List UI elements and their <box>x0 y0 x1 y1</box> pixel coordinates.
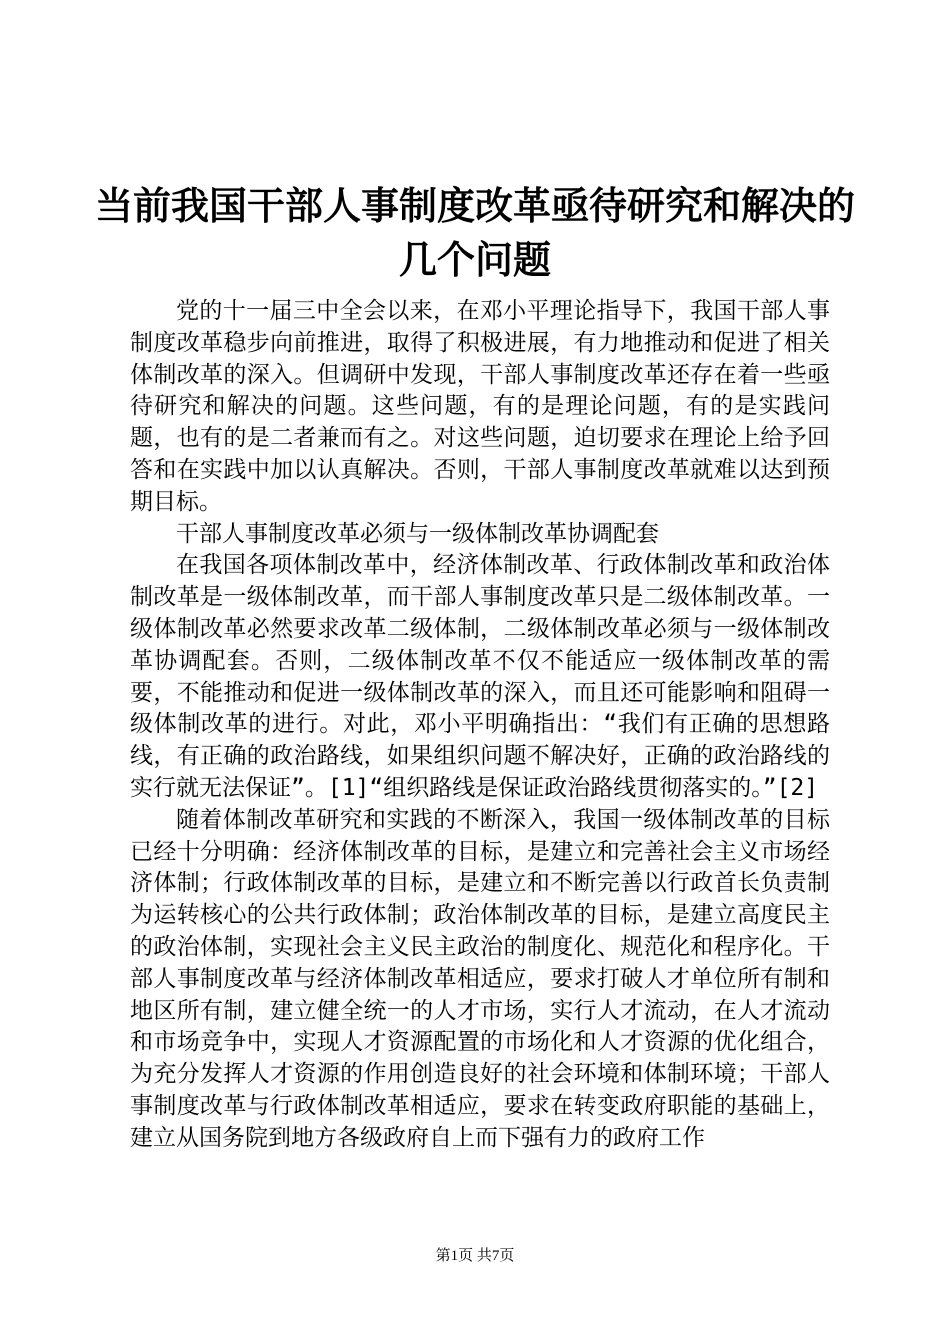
paragraph-body: 随着体制改革研究和实践的不断深入，我国一级体制改革的目标已经十分明确：经济体制改革的目标，是建立和完善社会主义市场经济体制；行政体制改革的目标，是建立和不断完善以行政首长负责制为运转核心的公共行政体制；政治体制改革的目标，是建立高度民主的政治体制，实现社会主义民主政治的制度化、规范化和程序化。干部人事制度改革与经济体制改革相适应，要求打破人才单位所有制和地区所有制，建立健全统一的人才市场，实行人才流动，在人才流动和市场竞争中，实现人才资源配置的市场化和人才资源的优化组合，为充分发挥人才资源的作用创造良好的社会环境和体制环境；干部人事制度改革与行政体制改革相适应，要求在转变政府职能的基础上，建立从国务院到地方各级政府自上而下强有力的政府工作 <box>130 806 830 1151</box>
paragraph-body: 在我国各项体制改革中，经济体制改革、行政体制改革和政治体制改革是一级体制改革，而干部人事制度改革只是二级体制改革。一级体制改革必然要求改革二级体制，二级体制改革必须与一级体制改革协调配套。否则，二级体制改革不仅不能适应一级体制改革的需要，不能推动和促进一级体制改革的深入，而且还可能影响和阻碍一级体制改革的进行。对此，邓小平明确指出：“我们有正确的思想路线，有正确的政治路线，如果组织问题不解决好，正确的政治路线的实行就无法保证”。[1]“组织路线是保证政治路线贯彻落实的。”[2] <box>130 552 830 801</box>
section-heading: 干部人事制度改革必须与一级体制改革协调配套 <box>176 520 659 547</box>
page-footer: 第1页 共7页 <box>435 1248 515 1264</box>
document-title-line2: 几个问题 <box>398 237 551 282</box>
document-title-line1: 当前我国干部人事制度改革亟待研究和解决的 <box>94 183 855 228</box>
paragraph-intro: 党的十一届三中全会以来，在邓小平理论指导下，我国干部人事制度改革稳步向前推进，取得了积极进展，有力地推动和促进了相关体制改革的深入。但调研中发现，干部人事制度改革还存在着一些亟待研究和解决的问题。这些问题，有的是理论问题，有的是实践问题，也有的是二者兼而有之。对这些问题，迫切要求在理论上给予回答和在实践中加以认真解决。否则，干部人事制度改革就难以达到预期目标。 <box>130 298 830 515</box>
document-body <box>130 296 830 1155</box>
